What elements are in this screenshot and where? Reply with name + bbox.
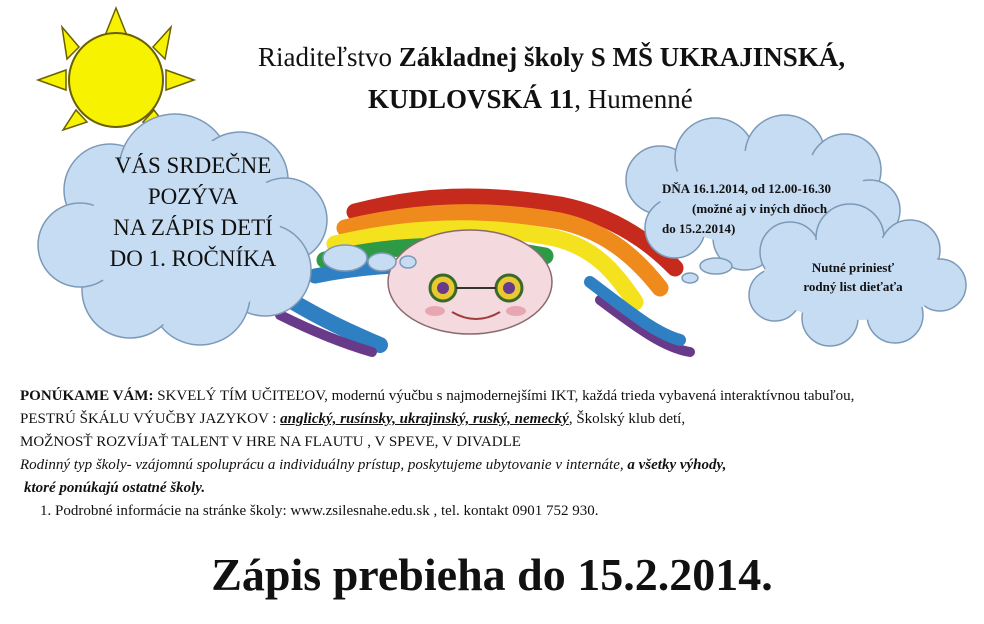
invitation-line: DO 1. ROČNÍKA bbox=[109, 246, 277, 271]
offer-line-2 bbox=[20, 408, 970, 431]
bring-item: rodný list dieťaťa bbox=[803, 279, 903, 294]
offer-club: , Školský klub detí, bbox=[568, 411, 686, 427]
school-town: , Humenné bbox=[574, 84, 693, 114]
date-line: DŇA 16.1.2014, od 12.00-16.30 bbox=[662, 181, 832, 196]
offer-line-1 bbox=[20, 385, 970, 408]
offer-text: SKVELÝ TÍM UČITEĽOV, modernú výučbu s najmodernejšími IKT, každá trieda vybavená interaktívnou tabuľou, bbox=[153, 388, 855, 404]
header-prefix: Riaditeľstvo bbox=[258, 42, 399, 72]
school-address: KUDLOVSKÁ 11 bbox=[368, 84, 575, 114]
invitation-line: POZÝVA bbox=[147, 184, 239, 209]
languages-label: PESTRÚ ŠKÁLU VÝUČBY JAZYKOV : bbox=[20, 411, 281, 427]
school-name: Základnej školy S MŠ UKRAJINSKÁ, bbox=[398, 42, 846, 72]
date-alt-line: (možné aj v iných dňoch bbox=[692, 201, 828, 216]
sun-icon bbox=[38, 8, 194, 131]
offer-line-4 bbox=[20, 454, 970, 477]
invitation-line: VÁS SRDEČNE bbox=[114, 153, 272, 178]
languages-list: anglický, rusínsky, ukrajinský, ruský, nemecký bbox=[280, 411, 569, 427]
school-title-line1 bbox=[258, 42, 845, 73]
offer-line-5: ktoré ponúkajú ostatné školy. bbox=[24, 480, 206, 496]
invitation-line: NA ZÁPIS DETÍ bbox=[113, 215, 273, 240]
school-title-line2 bbox=[368, 84, 693, 115]
required-documents bbox=[778, 258, 928, 296]
date-deadline-line: do 15.2.2014) bbox=[662, 221, 736, 236]
offer-label: PONÚKAME VÁM: bbox=[20, 388, 154, 404]
benefits-text: a všetky výhody, bbox=[627, 457, 727, 473]
contact-info: 1. Podrobné informácie na stránke školy: www.zsilesnahe.edu.sk , tel. kontakt 0901 752 930. bbox=[40, 503, 599, 519]
offer-line-3: MOŽNOSŤ ROZVÍJAŤ TALENT V HRE NA FLAUTU , V SPEVE, V DIVADLE bbox=[20, 434, 521, 450]
bring-line: Nutné priniesť bbox=[811, 260, 895, 275]
family-school-text: Rodinný typ školy- vzájomnú spoluprácu a individuálny prístup, poskytujeme ubytovanie v internáte, bbox=[20, 457, 628, 473]
enrollment-date bbox=[662, 179, 831, 239]
invitation-text bbox=[78, 150, 308, 274]
smiling-face-illustration bbox=[388, 230, 552, 334]
enrollment-headline: Zápis prebieha do 15.2.2014. bbox=[211, 549, 773, 600]
offer-section bbox=[20, 385, 970, 523]
